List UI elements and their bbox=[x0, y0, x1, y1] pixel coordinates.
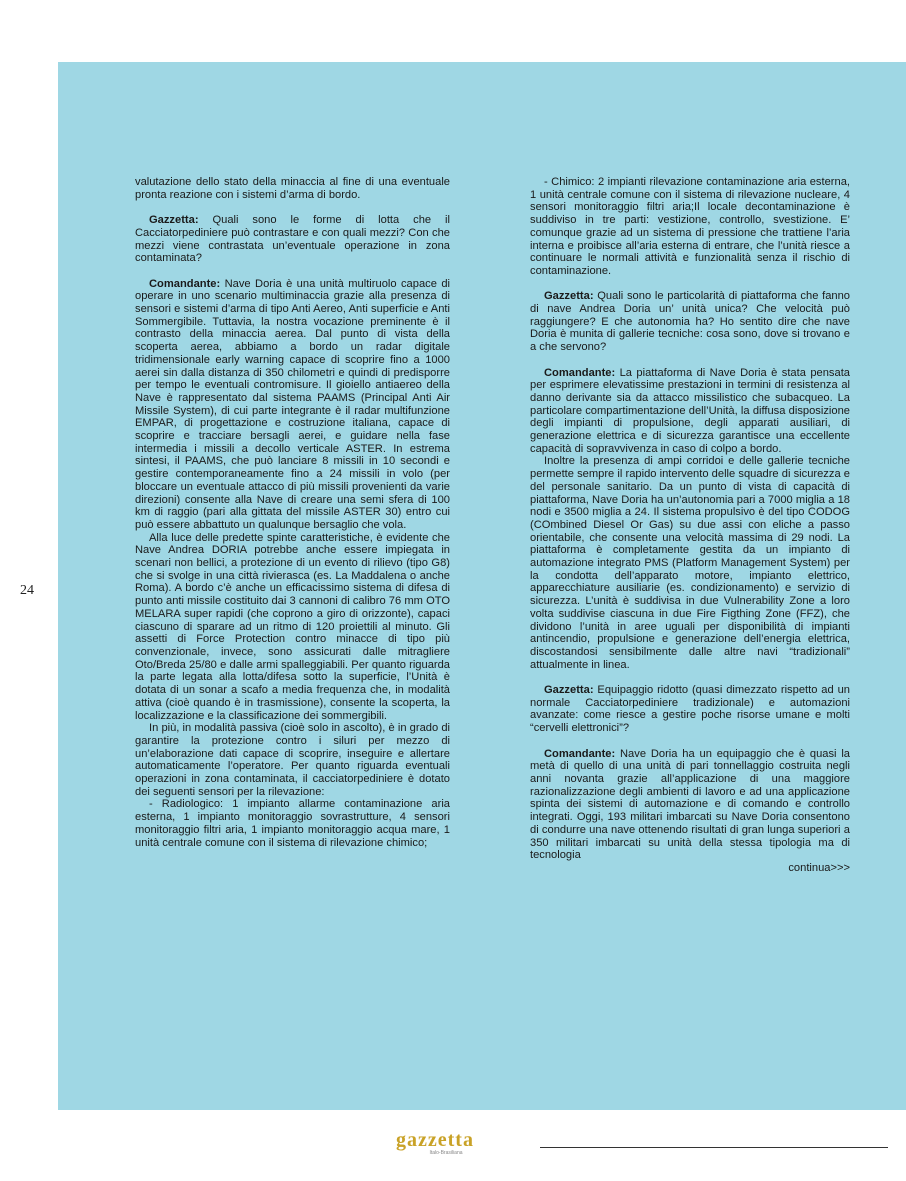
paragraph-text: Equipaggio ridotto (quasi dimezzato rispetto ad un normale Cacciatorpediniere tradizionale) e automazioni avanzate: come riesce a gestire poche risorse umane e molti “cervelli elettronici”? bbox=[530, 684, 850, 735]
left-text-column bbox=[135, 176, 450, 849]
paragraph-text: La piattaforma di Nave Doria è stata pensata per esprimere elevatissime prestazioni in termini di resistenza al danno derivante sia da attacco missilistico che subacqueo. La particolare compartimentazione dell’Unità, la diffusa disposizione degli impianti di propulsione, degli apparati ausiliari, di generazione elettrica e di sicurezza garantisce una eccellente capacità di sopravvivenza in caso di colpo a bordo. bbox=[530, 366, 850, 455]
paragraph bbox=[530, 748, 850, 862]
paragraph bbox=[135, 176, 450, 201]
speaker-label: Gazzetta: bbox=[544, 290, 594, 303]
speaker-label: Comandante: bbox=[149, 277, 221, 290]
paragraph bbox=[135, 278, 450, 532]
footer-divider bbox=[540, 1147, 888, 1148]
paragraph-text: Nave Doria ha un equipaggio che è quasi la metà di quello di una unità di pari tonnellaggio costruita negli anni novanta grazie all’applicazione di una maggiore razionalizzazione degli ambienti di lavoro e ad una applicazione spinta dei sistemi di automazione e di comando e controllo integrati. Oggi, 193 militari imbarcati su Nave Doria consentono di condurre una nave ottenendo risultati di gran lunga superiori a 350 militari imbarcati su unità della stessa tipologia ma di tecnologia bbox=[530, 747, 850, 862]
speaker-label: Comandante: bbox=[544, 747, 616, 760]
paragraph-text: Alla luce delle predette spinte caratteristiche, è evidente che Nave Andrea DORIA potrebbe anche essere impiegata in scenari non bellici, a protezione di un evento di rilievo (tipo G8) che si svolge in una città rivierasca (es. La Maddalena o anche Roma). A bordo c’è anche un efficacissimo sistema di difesa di punto anti missile costituito dai 3 cannoni di calibro 76 mm OTO MELARA super rapidi (che coprono a giro di orizzonte), capaci ciascuno di sparare ad un ritmo di 120 proiettili al minuto. Gli assetti di Force Protection contro minacce di tipo più convenzionale, invece, sono assicurati dalle mitragliere Oto/Breda 25/80 e dalle armi spalleggiabili. Per quanto riguarda la parte legata alla lotta/difesa sotto la superficie, l’Unità è dotata di un sonar a scafo a media frequenza che, in modalità attiva (cioè quando è in trasmissione), consente la scoperta, la localizzazione e la classificazione dei sommergibili. bbox=[135, 531, 450, 722]
speaker-label: Gazzetta: bbox=[544, 684, 594, 697]
logo-subtext: Italo-Brasiliana bbox=[429, 1150, 463, 1156]
paragraph bbox=[135, 532, 450, 723]
paragraph bbox=[530, 455, 850, 671]
paragraph bbox=[530, 176, 850, 278]
continue-label: continua>>> bbox=[788, 861, 850, 874]
paragraph-text: Inoltre la presenza di ampi corridoi e delle gallerie tecniche permette sempre il rapido intervento delle squadre di sicurezza e del personale sanitario. Da un punto di vista di capacità di piattaforma, Nave Doria ha un’autonomia pari a 7000 miglia a 18 nodi e 3500 miglia a 24. Il sistema propulsivo è del tipo CODOG (COmbined Diesel Or Gas) su due assi con eliche a passo orientabile, che consente una velocità massima di 29 nodi. La piattaforma è completamente gestita da un impianto di automazione integrato PMS (Platform Management System) per la condotta dell’apparato motore, impianto elettrico, apparecchiature ausiliarie (es. condizionamento) e servizio di sicurezza. L’unità è suddivisa in due Vulnerability Zone a loro volta suddivise ciascuna in due Fire Figthing Zone (FFZ), che dividono l’unità in aree uguali per disponibilità di impianti antincendio, propulsione e generazione dell’energia elettrica, discostandosi sensibilmente dalle altre navi “tradizionali” attualmente in linea. bbox=[530, 455, 850, 671]
paragraph-text: Nave Doria è una unità multiruolo capace di operare in uno scenario multiminaccia grazie alla presenza di sensori e sistemi d’arma di tipo Anti Aereo, Anti superficie e Anti Sommergibile. Tuttavia, la nostra vocazione preminente è il contrasto della minaccia aerea. Dal punto di vista della scoperta aerea, abbiamo a bordo un radar digitale tridimensionale early warning capace di scoprire fino a 1000 aerei sin dalla distanza di 350 chilometri e quindi di predisporre per tempo le eventuali contromisure. Il gioiello antiaereo della Nave è rappresentato dal sistema PAAMS (Principal Anti Air Missile System), di cui parte integrante è il radar multifunzione EMPAR, di progettazione e costruzione italiana, capace di scoprire e tracciare bersagli aerei, e guidare nella fase intermedia i missili a decollo verticale ASTER. In estrema sintesi, il PAAMS, che può lanciare 8 missili in 10 secondi e gestire contemporaneamente fino a 24 missili in volo (per bloccare un eventuale attacco di più missili provenienti da varie direzioni) consente alla Nave di creare una semi sfera di 100 km di raggio (pari alla gittata del missile ASTER 30) entro cui può essere abbattuto un qualunque bersaglio che vola. bbox=[135, 277, 450, 531]
paragraph bbox=[530, 684, 850, 735]
paragraph-text: Quali sono le particolarità di piattaforma che fanno di nave Andrea Doria un’ unità unica? Che velocità può raggiungere? E che autonomia ha? Ho sentito dire che nave Doria è munita di gallerie tecniche: cosa sono, dove si trovano e a che servono? bbox=[530, 290, 850, 354]
speaker-label: Gazzetta: bbox=[149, 214, 199, 227]
page-number: 24 bbox=[20, 583, 34, 598]
speaker-label: Comandante: bbox=[544, 366, 616, 379]
paragraph bbox=[135, 798, 450, 849]
paragraph-text: Quali sono le forme di lotta che il Cacciatorpediniere può contrastare e con quali mezzi? Con che mezzi viene contrastata un’eventuale operazione in zona contaminata? bbox=[135, 214, 450, 265]
paragraph bbox=[135, 722, 450, 798]
gazzetta-logo bbox=[396, 1130, 510, 1158]
paragraph-text: valutazione dello stato della minaccia al fine di una eventuale pronta reazione con i sistemi d’arma di bordo. bbox=[135, 176, 450, 201]
paragraph-text: - Radiologico: 1 impianto allarme contaminazione aria esterna, 1 impianto monitoraggio sovrastrutture, 4 sensori monitoraggio filtri aria, 1 impianto monitoraggio acqua mare, 1 unità centrale comune con il sistema di rilevazione chimico; bbox=[135, 798, 450, 849]
logo-text: gazzetta bbox=[396, 1129, 474, 1151]
paragraph-text: In più, in modalità passiva (cioè solo in ascolto), è in grado di garantire la protezione contro i siluri per mezzo di un’elaborazione dati capace di scoprire, inseguire e allertare automaticamente l’operatore. Per quanto riguarda eventuali operazioni in zona contaminata, il cacciatorpediniere è dotato dei seguenti sensori per la rilevazione: bbox=[135, 722, 450, 798]
right-text-column bbox=[530, 176, 850, 875]
paragraph-text: - Chimico: 2 impianti rilevazione contaminazione aria esterna, 1 unità centrale comune con il sistema di rilevazione nucleare, 4 sensori monitoraggio filtri aria;Il locale decontaminazione è suddiviso in tre parti: vestizione, controllo, svestizione. E’ comunque grazie ad un sistema di pressione che trattiene l’aria interna e proibisce all’aria esterna di entrare, che l’unità riesce a continuare le normali attività e funzionalità senza il rischio di contaminazione. bbox=[530, 176, 850, 277]
paragraph bbox=[530, 367, 850, 456]
paragraph bbox=[530, 290, 850, 354]
paragraph bbox=[135, 214, 450, 265]
